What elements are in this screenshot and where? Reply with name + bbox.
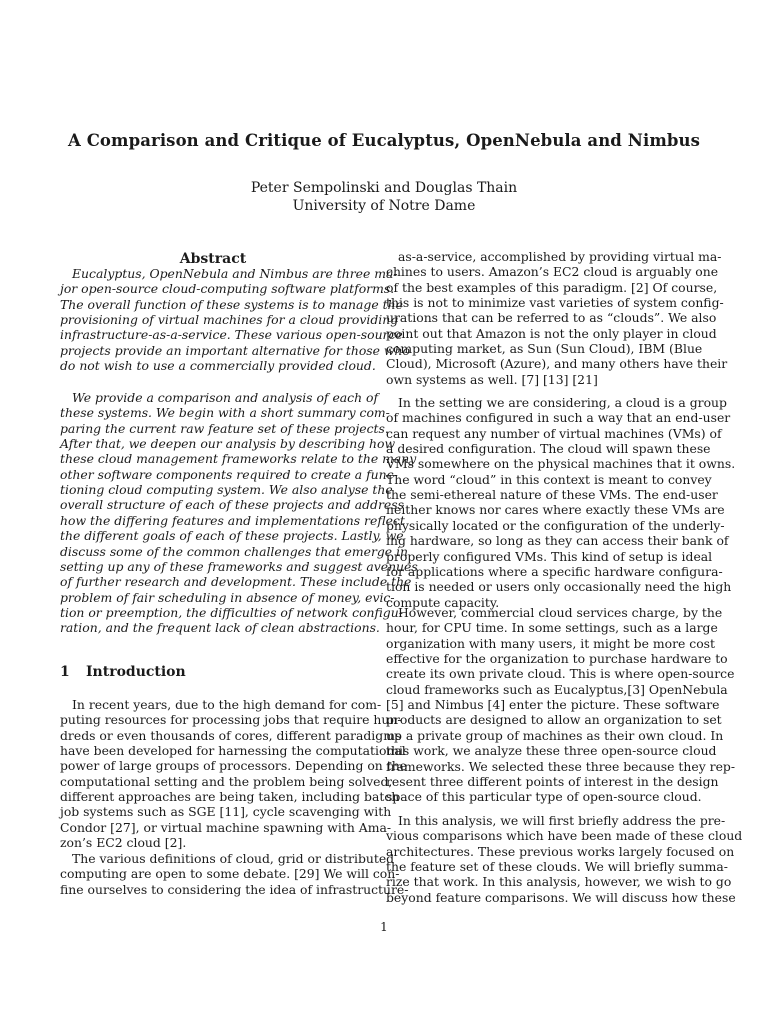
- text-line: effective for the organization to purchase hardware to: [386, 651, 728, 667]
- text-line: have been developed for harnessing the computational: [60, 743, 406, 759]
- text-line: In this analysis, we will first briefly address the pre-: [398, 813, 726, 828]
- abstract-heading: Abstract: [179, 251, 247, 267]
- text-line: create its own private cloud. This is where open-source: [386, 666, 735, 682]
- text-line: problem of fair scheduling in absence of money, evic-: [60, 589, 395, 605]
- text-line: The overall function of these systems is to manage the: [60, 296, 403, 312]
- text-line: compute capacity.: [386, 594, 500, 610]
- text-line: fine ourselves to considering the idea of infrastructure-: [60, 881, 409, 897]
- text-line: tioning cloud computing system. We also analyse the: [60, 482, 393, 498]
- text-line: own systems as well. [7] [13] [21]: [386, 371, 598, 387]
- text-line: as-a-service, accomplished by providing virtual ma-: [398, 249, 722, 264]
- text-line: organization with many users, it might be more cost: [386, 635, 715, 651]
- text-line: projects provide an important alternative for those who: [60, 342, 410, 358]
- text-line: The various definitions of cloud, grid or distributed: [72, 851, 395, 866]
- text-line: for applications where a specific hardware configura-: [386, 563, 723, 579]
- text-line: computing are open to some debate. [29] We will con-: [60, 866, 400, 882]
- text-line: cloud frameworks such as Eucalyptus,[3] OpenNebula: [386, 681, 728, 697]
- text-line: space of this particular type of open-source cloud.: [386, 789, 702, 805]
- text-line: jor open-source cloud-computing software platforms.: [60, 281, 395, 297]
- text-line: urations that can be referred to as “clouds”. We also: [386, 310, 717, 326]
- text-line: After that, we deepen our analysis by describing how: [60, 436, 396, 452]
- text-line: power of large groups of processors. Depending on the: [60, 758, 408, 774]
- text-line: We provide a comparison and analysis of each of: [72, 390, 379, 405]
- text-line: the semi-ethereal nature of these VMs. The end-user: [386, 487, 718, 503]
- text-line: chines to users. Amazon’s EC2 cloud is arguably one: [386, 264, 719, 280]
- text-line: these systems. We begin with a short summary com-: [60, 405, 390, 421]
- text-line: dreds or even thousands of cores, different paradigms: [60, 727, 402, 743]
- text-line: The word “cloud” in this context is meant to convey: [386, 471, 712, 487]
- text-line: resent three different points of interest in the design: [386, 773, 719, 789]
- text-line: job systems such as SGE [11], cycle scavenging with: [60, 804, 392, 820]
- text-line: Cloud), Microsoft (Azure), and many others have their: [386, 356, 728, 372]
- text-line: tion is needed or users only occasionally need the high: [386, 579, 732, 595]
- page-number: 1: [380, 920, 388, 934]
- text-line: rize that work. In this analysis, however, we wish to go: [386, 874, 732, 890]
- text-line: these cloud management frameworks relate to the many: [60, 451, 417, 467]
- text-line: architectures. These previous works largely focused on: [386, 843, 735, 859]
- text-line: computing market, as Sun (Sun Cloud), IBM (Blue: [386, 341, 703, 357]
- text-line: this is not to minimize vast varieties of system config-: [386, 295, 724, 311]
- text-line: of the best examples of this paradigm. [2] Of course,: [386, 279, 718, 295]
- text-line: setting up any of these frameworks and suggest avenues: [60, 558, 418, 574]
- text-line: of machines configured in such a way that an end-user: [386, 410, 731, 426]
- text-line: vious comparisons which have been made of these cloud: [386, 828, 743, 844]
- text-line: provisioning of virtual machines for a cloud providing: [60, 312, 399, 328]
- text-line: puting resources for processing jobs that require hun-: [60, 712, 402, 728]
- text-line: Condor [27], or virtual machine spawning with Ama-: [60, 819, 392, 835]
- text-line: do not wish to use a commercially provided cloud.: [60, 358, 376, 374]
- text-line: point out that Amazon is not the only player in cloud: [386, 325, 717, 341]
- text-line: of further research and development. These include the: [60, 574, 412, 590]
- text-line: However, commercial cloud services charge, by the: [398, 605, 723, 620]
- text-line: the feature set of these clouds. We will briefly summa-: [386, 859, 728, 875]
- text-line: infrastructure-as-a-service. These various open-source: [60, 327, 403, 343]
- text-line: paring the current raw feature set of these projects.: [60, 420, 389, 436]
- text-line: other software components required to create a func-: [60, 466, 398, 482]
- text-line: this work, we analyze these three open-source cloud: [386, 743, 717, 759]
- section-number: 1: [60, 664, 70, 680]
- text-line: can request any number of virtual machines (VMs) of: [386, 425, 722, 441]
- text-line: a desired configuration. The cloud will spawn these: [386, 441, 711, 457]
- text-line: [5] and Nimbus [4] enter the picture. These software: [386, 697, 720, 713]
- text-line: physically located or the configuration of the underly-: [386, 517, 725, 533]
- section-title: Introduction: [86, 664, 186, 680]
- text-line: VMs somewhere on the physical machines that it owns.: [386, 456, 736, 472]
- text-line: computational setting and the problem being solved,: [60, 773, 393, 789]
- text-line: beyond feature comparisons. We will discuss how these: [386, 889, 736, 905]
- text-line: hour, for CPU time. In some settings, such as a large: [386, 620, 718, 636]
- text-line: neither knows nor cares where exactly these VMs are: [386, 502, 725, 518]
- text-line: zon’s EC2 cloud [2].: [60, 835, 187, 851]
- text-line: properly configured VMs. This kind of setup is ideal: [386, 548, 713, 564]
- paper-title: A Comparison and Critique of Eucalyptus, OpenNebula and Nimbus: [67, 131, 701, 150]
- text-line: products are designed to allow an organization to set: [386, 712, 722, 728]
- text-line: the different goals of each of these projects. Lastly, we: [60, 528, 404, 544]
- text-line: how the differing features and implementations reflect: [60, 512, 405, 528]
- text-line: different approaches are being taken, including batch: [60, 789, 400, 805]
- text-line: ration, and the frequent lack of clean abstractions.: [60, 620, 380, 636]
- text-line: overall structure of each of these projects and address: [60, 497, 404, 513]
- text-line: ing hardware, so long as they can access their bank of: [386, 533, 729, 549]
- text-line: In recent years, due to the high demand for com-: [72, 697, 382, 712]
- text-line: frameworks. We selected these three because they rep-: [386, 758, 736, 774]
- text-line: Eucalyptus, OpenNebula and Nimbus are three ma-: [72, 266, 398, 281]
- text-line: discuss some of the common challenges that emerge in: [60, 543, 409, 559]
- text-line: tion or preemption, the difficulties of network configu-: [60, 604, 403, 620]
- section-heading: [60, 664, 186, 680]
- text-line: up a private group of machines as their own cloud. In: [386, 727, 724, 743]
- text-line: In the setting we are considering, a cloud is a group: [398, 395, 727, 410]
- author-names: Peter Sempolinski and Douglas Thain: [250, 180, 518, 196]
- author-affiliation: University of Notre Dame: [292, 198, 476, 214]
